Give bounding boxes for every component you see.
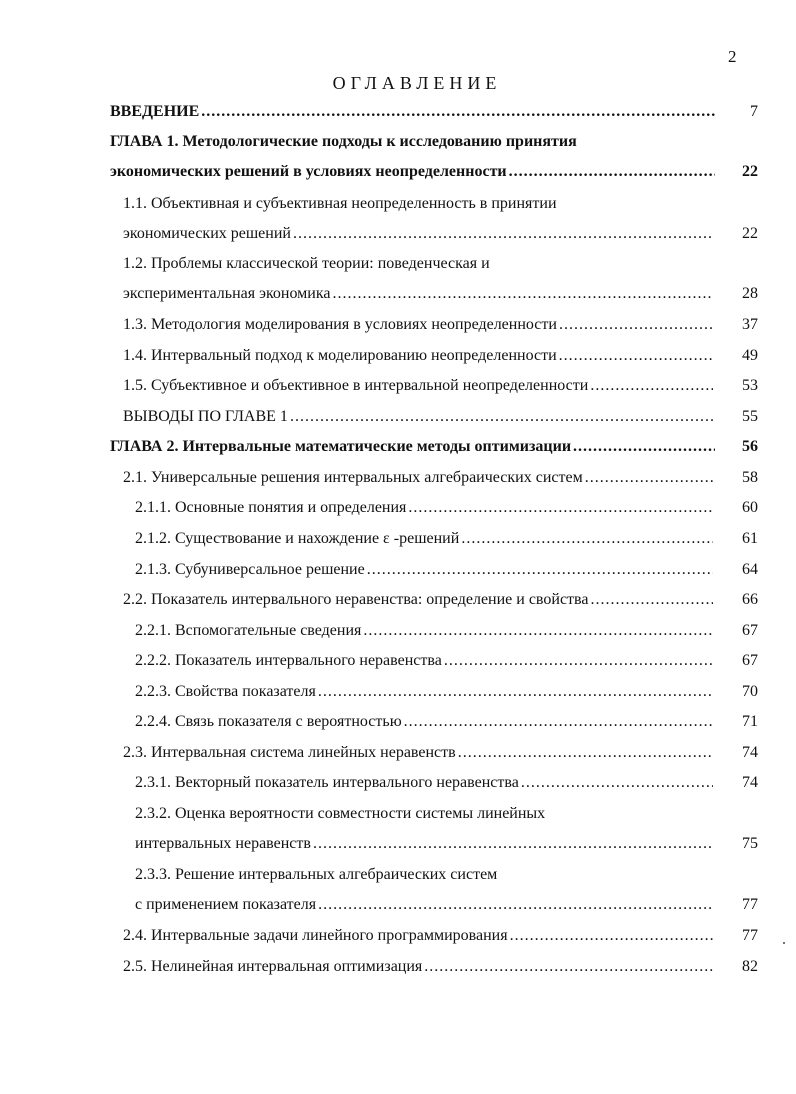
toc-title: ОГЛАВЛЕНИЕ: [332, 73, 502, 93]
toc-entry-2-2[interactable]: [0, 589, 796, 619]
toc-entry-label: 1.5. Субъективное и объективное в интервальной неопределенности: [123, 377, 589, 394]
toc-entry-label: 2.4. Интервальные задачи линейного программирования: [123, 927, 508, 944]
toc-entry-label: 1.1. Объективная и субъективная неопределенность в принятии: [123, 195, 557, 212]
toc-entry-label: 2.1.3. Субуниверсальное решение: [135, 561, 365, 578]
toc-entry-2-4[interactable]: [0, 925, 796, 955]
toc-entry-2-3[interactable]: [0, 742, 796, 772]
toc-entry-1-4[interactable]: [0, 345, 796, 375]
toc-entry-1-2-cont[interactable]: [0, 283, 796, 313]
toc-entry-2-2-3[interactable]: [0, 681, 796, 711]
toc-entry-page: 67: [742, 652, 758, 669]
toc-entry-2-3-3[interactable]: [0, 864, 796, 894]
toc-entry-page: 75: [742, 835, 758, 852]
page-number: 2: [728, 47, 737, 66]
toc-entry-label: 2.2. Показатель интервального неравенства: определение и свойства: [123, 591, 589, 608]
toc-entry-label: ГЛАВА 2. Интервальные математические методы оптимизации: [110, 438, 572, 455]
toc-entry-page: 61: [742, 530, 758, 547]
toc-entry-page: 77: [742, 896, 758, 913]
toc-entry-2-3-2-cont[interactable]: [0, 833, 796, 863]
toc-entry-2-1-2[interactable]: [0, 528, 796, 558]
toc-entry-2-1-3[interactable]: [0, 559, 796, 589]
toc-entry-label: ВЫВОДЫ ПО ГЛАВЕ 1: [123, 408, 288, 425]
toc-entry-label-cont: экономических решений в условиях неопределенности: [110, 163, 507, 180]
toc-entry-2-2-2[interactable]: [0, 650, 796, 680]
toc-entry-label: 1.3. Методология моделирования в условиях неопределенности: [123, 316, 557, 333]
toc-entry-introduction[interactable]: [0, 101, 796, 131]
toc-entry-chapter-1-cont[interactable]: [0, 161, 796, 191]
toc-entry-chapter-1[interactable]: [0, 131, 796, 161]
toc-entry-label: 1.4. Интервальный подход к моделированию неопределенности: [123, 347, 557, 364]
toc-entry-label: ГЛАВА 1. Методологические подходы к исследованию принятия: [110, 133, 577, 150]
toc-entry-page: 37: [742, 316, 758, 333]
toc-entry-page: 66: [742, 591, 758, 608]
toc-entry-label: 2.3.1. Векторный показатель интервального неравенства: [135, 774, 519, 791]
toc-entry-2-3-1[interactable]: [0, 772, 796, 802]
toc-entry-label-cont: экономических решений: [123, 225, 291, 242]
toc-entry-page: 71: [742, 713, 758, 730]
toc-entry-page: 56: [742, 438, 758, 455]
scan-speck: [783, 942, 785, 944]
toc-entry-1-5[interactable]: [0, 375, 796, 405]
toc-entry-1-3[interactable]: [0, 314, 796, 344]
toc-entry-label-cont: экспериментальная экономика: [123, 285, 331, 302]
toc-entry-page: 58: [742, 469, 758, 486]
toc-entry-label: 2.1.1. Основные понятия и определения: [135, 499, 407, 516]
toc-entry-label: 2.2.2. Показатель интервального неравенства: [135, 652, 442, 669]
toc-entry-conclusions-1[interactable]: [0, 406, 796, 436]
toc-entry-1-1-cont[interactable]: [0, 223, 796, 253]
toc-entry-page: 22: [742, 163, 758, 180]
toc-entry-2-2-4[interactable]: [0, 711, 796, 741]
toc-entry-label: 2.3.3. Решение интервальных алгебраических систем: [135, 866, 498, 883]
toc-entry-page: 22: [742, 225, 758, 242]
toc-entry-1-1[interactable]: [0, 193, 796, 223]
toc-entry-page: 28: [742, 285, 758, 302]
toc-entry-page: 60: [742, 499, 758, 516]
toc-entry-2-1-1[interactable]: [0, 497, 796, 527]
toc-entry-2-1[interactable]: [0, 467, 796, 497]
toc-entry-label: 1.2. Проблемы классической теории: поведенческая и: [123, 255, 490, 272]
toc-entry-page: 49: [742, 347, 758, 364]
toc-entry-chapter-2[interactable]: [0, 436, 796, 466]
toc-entry-2-3-2[interactable]: [0, 803, 796, 833]
toc-entry-label: ВВЕДЕНИЕ: [110, 103, 200, 120]
toc-entry-page: 53: [742, 377, 758, 394]
toc-entry-label-cont: с применением показателя: [135, 896, 317, 913]
toc-entry-page: 74: [742, 774, 758, 791]
toc-entry-1-2[interactable]: [0, 253, 796, 283]
toc-entry-2-5[interactable]: [0, 956, 796, 986]
toc-entry-label: 2.1. Универсальные решения интервальных алгебраических систем: [123, 469, 583, 486]
toc-entry-label: 2.3.2. Оценка вероятности совместности системы линейных: [135, 805, 546, 822]
toc-entry-label: 2.2.1. Вспомогательные сведения: [135, 622, 362, 639]
toc-entry-label: 2.5. Нелинейная интервальная оптимизация: [123, 958, 423, 975]
toc-entry-label: 2.3. Интервальная система линейных неравенств: [123, 744, 456, 761]
toc-entry-page: 82: [742, 958, 758, 975]
toc-entry-page: 55: [742, 408, 758, 425]
toc-entry-page: 67: [742, 622, 758, 639]
toc-entry-2-2-1[interactable]: [0, 620, 796, 650]
toc-entry-page: 64: [742, 561, 758, 578]
toc-entry-page: 74: [742, 744, 758, 761]
toc-entry-page: 70: [742, 683, 758, 700]
toc-entry-2-3-3-cont[interactable]: [0, 894, 796, 924]
toc-entry-label: 2.1.2. Существование и нахождение ε -решений: [135, 530, 460, 547]
toc-entry-label: 2.2.4. Связь показателя с вероятностью: [135, 713, 402, 730]
toc-entry-page: 77: [742, 927, 758, 944]
toc-entry-label: 2.2.3. Свойства показателя: [135, 683, 316, 700]
toc-entry-label-cont: интервальных неравенств: [135, 835, 311, 852]
toc-entry-page: 7: [750, 103, 758, 120]
